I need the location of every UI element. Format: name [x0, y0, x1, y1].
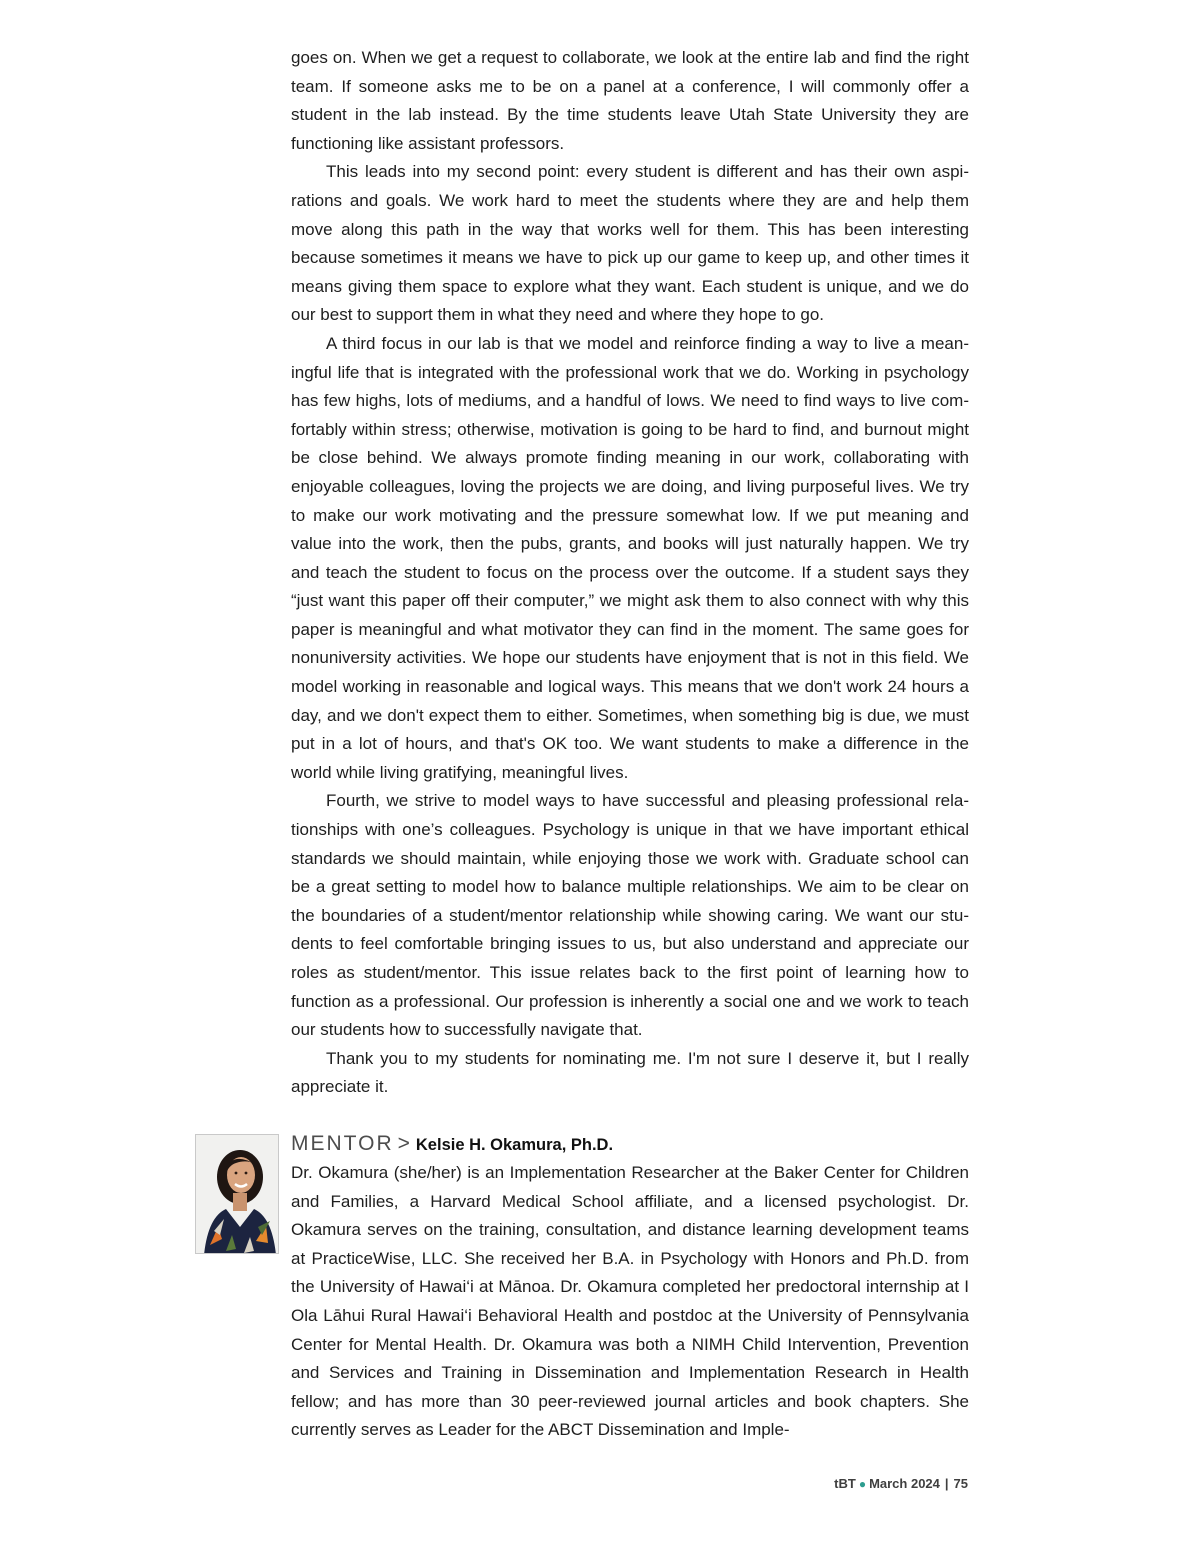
mentor-heading: [291, 1129, 969, 1159]
page-footer: [834, 1476, 968, 1491]
mentor-label: MENTOR: [291, 1132, 394, 1155]
footer-separator: |: [944, 1476, 949, 1491]
bullet-dot-icon: ●: [858, 1477, 867, 1491]
body-paragraph-2: This leads into my second point: every student is different and has their own aspirations and goals. We work hard to meet the students where they are and help them move along this path in the way that works well for them. This has been interesting because sometimes it means we have to pick up our game to keep up, and other times it means giving them space to explore what they want. Each student is unique, and we do our best to support them in what they need and where they hope to go.: [291, 162, 969, 325]
issue-date: March 2024: [869, 1476, 940, 1491]
body-paragraph-4: Fourth, we strive to model ways to have successful and pleasing professional relationships with one’s colleagues. Psychology is unique in that we have important ethical standards we should maintain, while enjoying those we work with. Graduate school can be a great setting to model how to balance multiple relationships. We aim to be clear on the boundaries of a student/mentor relationship while showing caring. We want our students to feel comfortable bringing issues to us, but also understand and appreciate our roles as student/mentor. This issue relates back to the first point of learning how to function as a professional. Our profession is inherently a social one and we work to teach our students how to successfully navigate that.: [291, 791, 969, 1040]
body-paragraph-5: Thank you to my students for nominating me. I'm not sure I deserve it, but I really appreciate it.: [291, 1048, 969, 1097]
body-paragraph-1: goes on. When we get a request to collaborate, we look at the entire lab and find the right team. If someone asks me to be on a panel at a conference, I will commonly offer a student in the lab instead. By the time students leave Utah State University they are functioning like assistant professors.: [291, 48, 969, 153]
portrait-photo-icon: [196, 1135, 279, 1254]
mentor-bio: Dr. Okamura (she/her) is an Implementation Researcher at the Baker Center for Children and Families, a Harvard Medical School affiliate, and a licensed psychologist. Dr. Okamura serves on the training, consultation, and distance learning development teams at PracticeWise, LLC. She received her B.A. in Psychology with Honors and Ph.D. from the University of Hawai‘i at Mānoa. Dr. Okamura completed her predoctoral internship at I Ola Lāhui Rural Hawai‘i Behavioral Health and postdoc at the University of Pennsylvania Center for Mental Health. Dr. Okamura was both a NIMH Child Intervention, Prevention and Services and Training in Dissemination and Implementation Research in Health fellow; and has more than 30 peer-reviewed journal articles and book chapters. She currently serves as Leader for the ABCT Dissemination and Imple-: [291, 1163, 969, 1440]
mentor-arrow-icon: >: [397, 1132, 410, 1155]
mentor-section: [291, 1129, 969, 1445]
page-number: 75: [953, 1476, 968, 1491]
mentor-name: Kelsie H. Okamura, Ph.D.: [415, 1136, 614, 1154]
mentor-portrait-photo: [195, 1134, 279, 1254]
article-body: [291, 44, 969, 1102]
publication-name: tBT: [834, 1476, 856, 1491]
body-paragraph-3: A third focus in our lab is that we model and reinforce finding a way to live a meaningful life that is integrated with the professional work that we do. Working in psychology has few highs, lots of mediums, and a handful of lows. We need to find ways to live comfortably within stress; otherwise, motivation is going to be hard to find, and burnout might be close behind. We always promote finding meaning in our work, collaborating with enjoyable colleagues, loving the projects we are doing, and living purposeful lives. We try to make our work motivating and the pressure somewhat low. If we put meaning and value into the work, then the pubs, grants, and books will just naturally happen. We try and teach the student to focus on the process over the outcome. If a student says they “just want this paper off their computer,” we might ask them to also connect with why this paper is meaningful and what motivator they can find in the moment. The same goes for nonuniversity activities. We hope our students have enjoyment that is not in this field. We model working in reasonable and logical ways. This means that we don't work 24 hours a day, and we don't expect them to either. Sometimes, when something big is due, we must put in a lot of hours, and that's OK too. We want students to make a difference in the world while living gratifying, meaningful lives.: [291, 333, 969, 782]
